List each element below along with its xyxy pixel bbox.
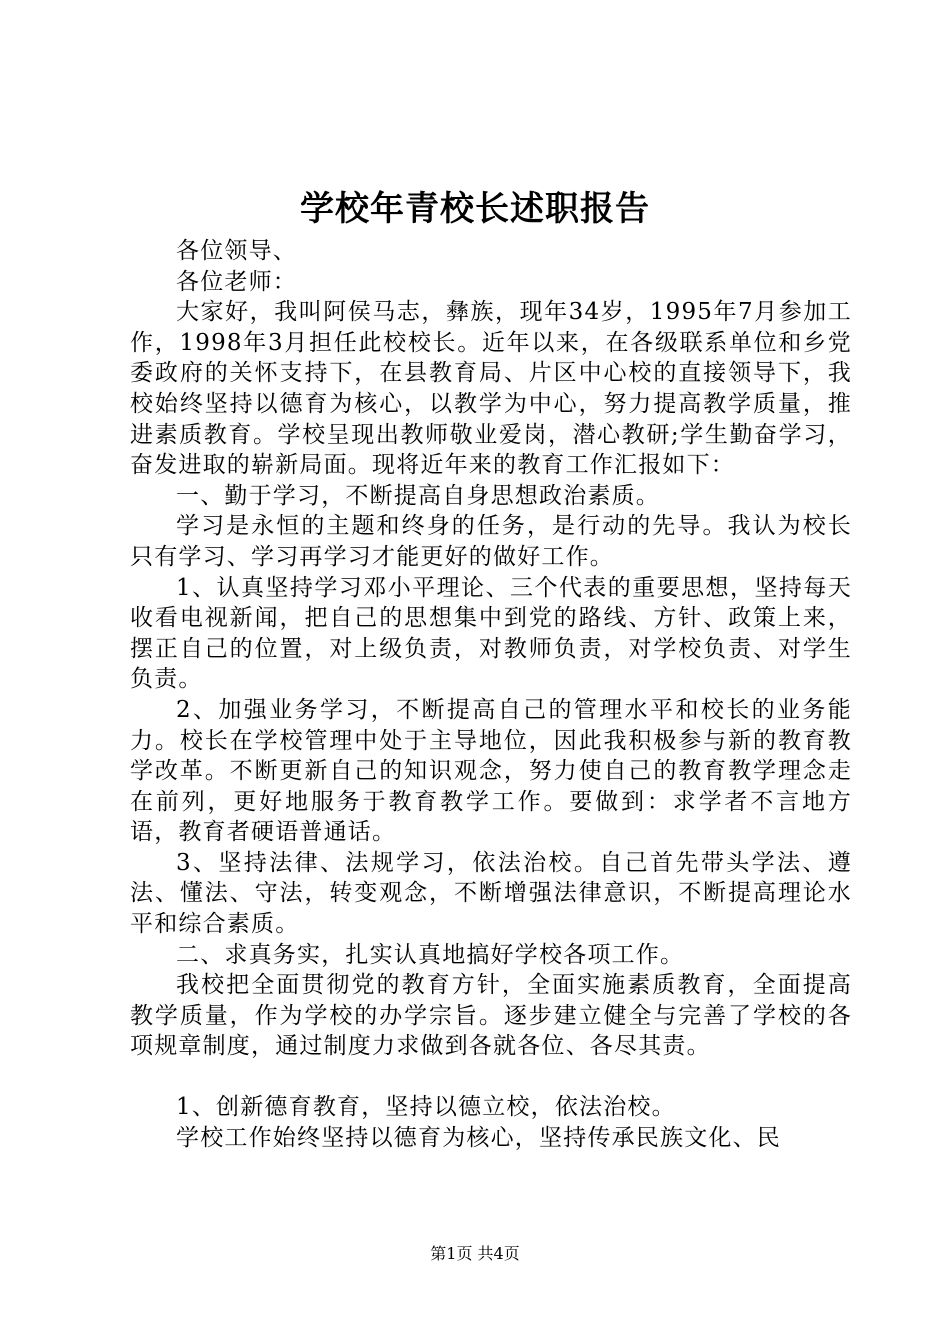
paragraph: 学校工作始终坚持以德育为核心，坚持传承民族文化、民 (176, 1124, 781, 1151)
page-number-footer: 第1页 共4页 (430, 1244, 520, 1263)
intro-paragraph: 大家好，我叫阿侯马志，彝族，现年34岁，1995年7月参加工作，1998年3月担任此校校长。近年以来，在各级联系单位和乡党委政府的关怀支持下，在县教育局、片区中心校的直接领导下，我校始终坚持以德育为核心，以教学为中心，努力提高教学质量，推进素质教育。学校呈现出教师敬业爱岗，潜心教研;学生勤奋学习，奋发进取的崭新局面。现将近年来的教育工作汇报如下： (130, 299, 852, 479)
list-item: 3、坚持法律、法规学习，依法治校。自己首先带头学法、遵法、懂法、守法，转变观念，不断增强法律意识，不断提高理论水平和综合素质。 (130, 849, 852, 938)
list-item: 1、创新德育教育，坚持以德立校，依法治校。 (176, 1094, 676, 1121)
paragraph: 我校把全面贯彻党的教育方针，全面实施素质教育，全面提高教学质量，作为学校的办学宗旨。逐步建立健全与完善了学校的各项规章制度，通过制度力求做到各就各位、各尽其责。 (130, 972, 852, 1060)
paragraph: 学习是永恒的主题和终身的任务，是行动的先导。我认为校长只有学习、学习再学习才能更好的做好工作。 (130, 513, 852, 570)
section-heading-2: 二、求真务实，扎实认真地搞好学校各项工作。 (176, 941, 685, 968)
list-item: 2、加强业务学习，不断提高自己的管理水平和校长的业务能力。校长在学校管理中处于主导地位，因此我积极参与新的教育教学改革。不断更新自己的知识观念，努力使自己的教育教学理念走在前列，更好地服务于教育教学工作。要做到：求学者不言地方语，教育者硬语普通话。 (130, 696, 852, 846)
list-item: 1、认真坚持学习邓小平理论、三个代表的重要思想，坚持每天收看电视新闻，把自己的思想集中到党的路线、方针、政策上来，摆正自己的位置，对上级负责，对教师负责，对学校负责、对学生负责。 (130, 574, 852, 693)
document-title: 学校年青校长述职报告 (300, 189, 650, 229)
section-heading-1: 一、勤于学习，不断提高自身思想政治素质。 (176, 482, 660, 509)
salutation-leaders: 各位领导、 (176, 238, 297, 264)
salutation-teachers: 各位老师： (176, 268, 297, 295)
document-body (130, 236, 852, 1153)
